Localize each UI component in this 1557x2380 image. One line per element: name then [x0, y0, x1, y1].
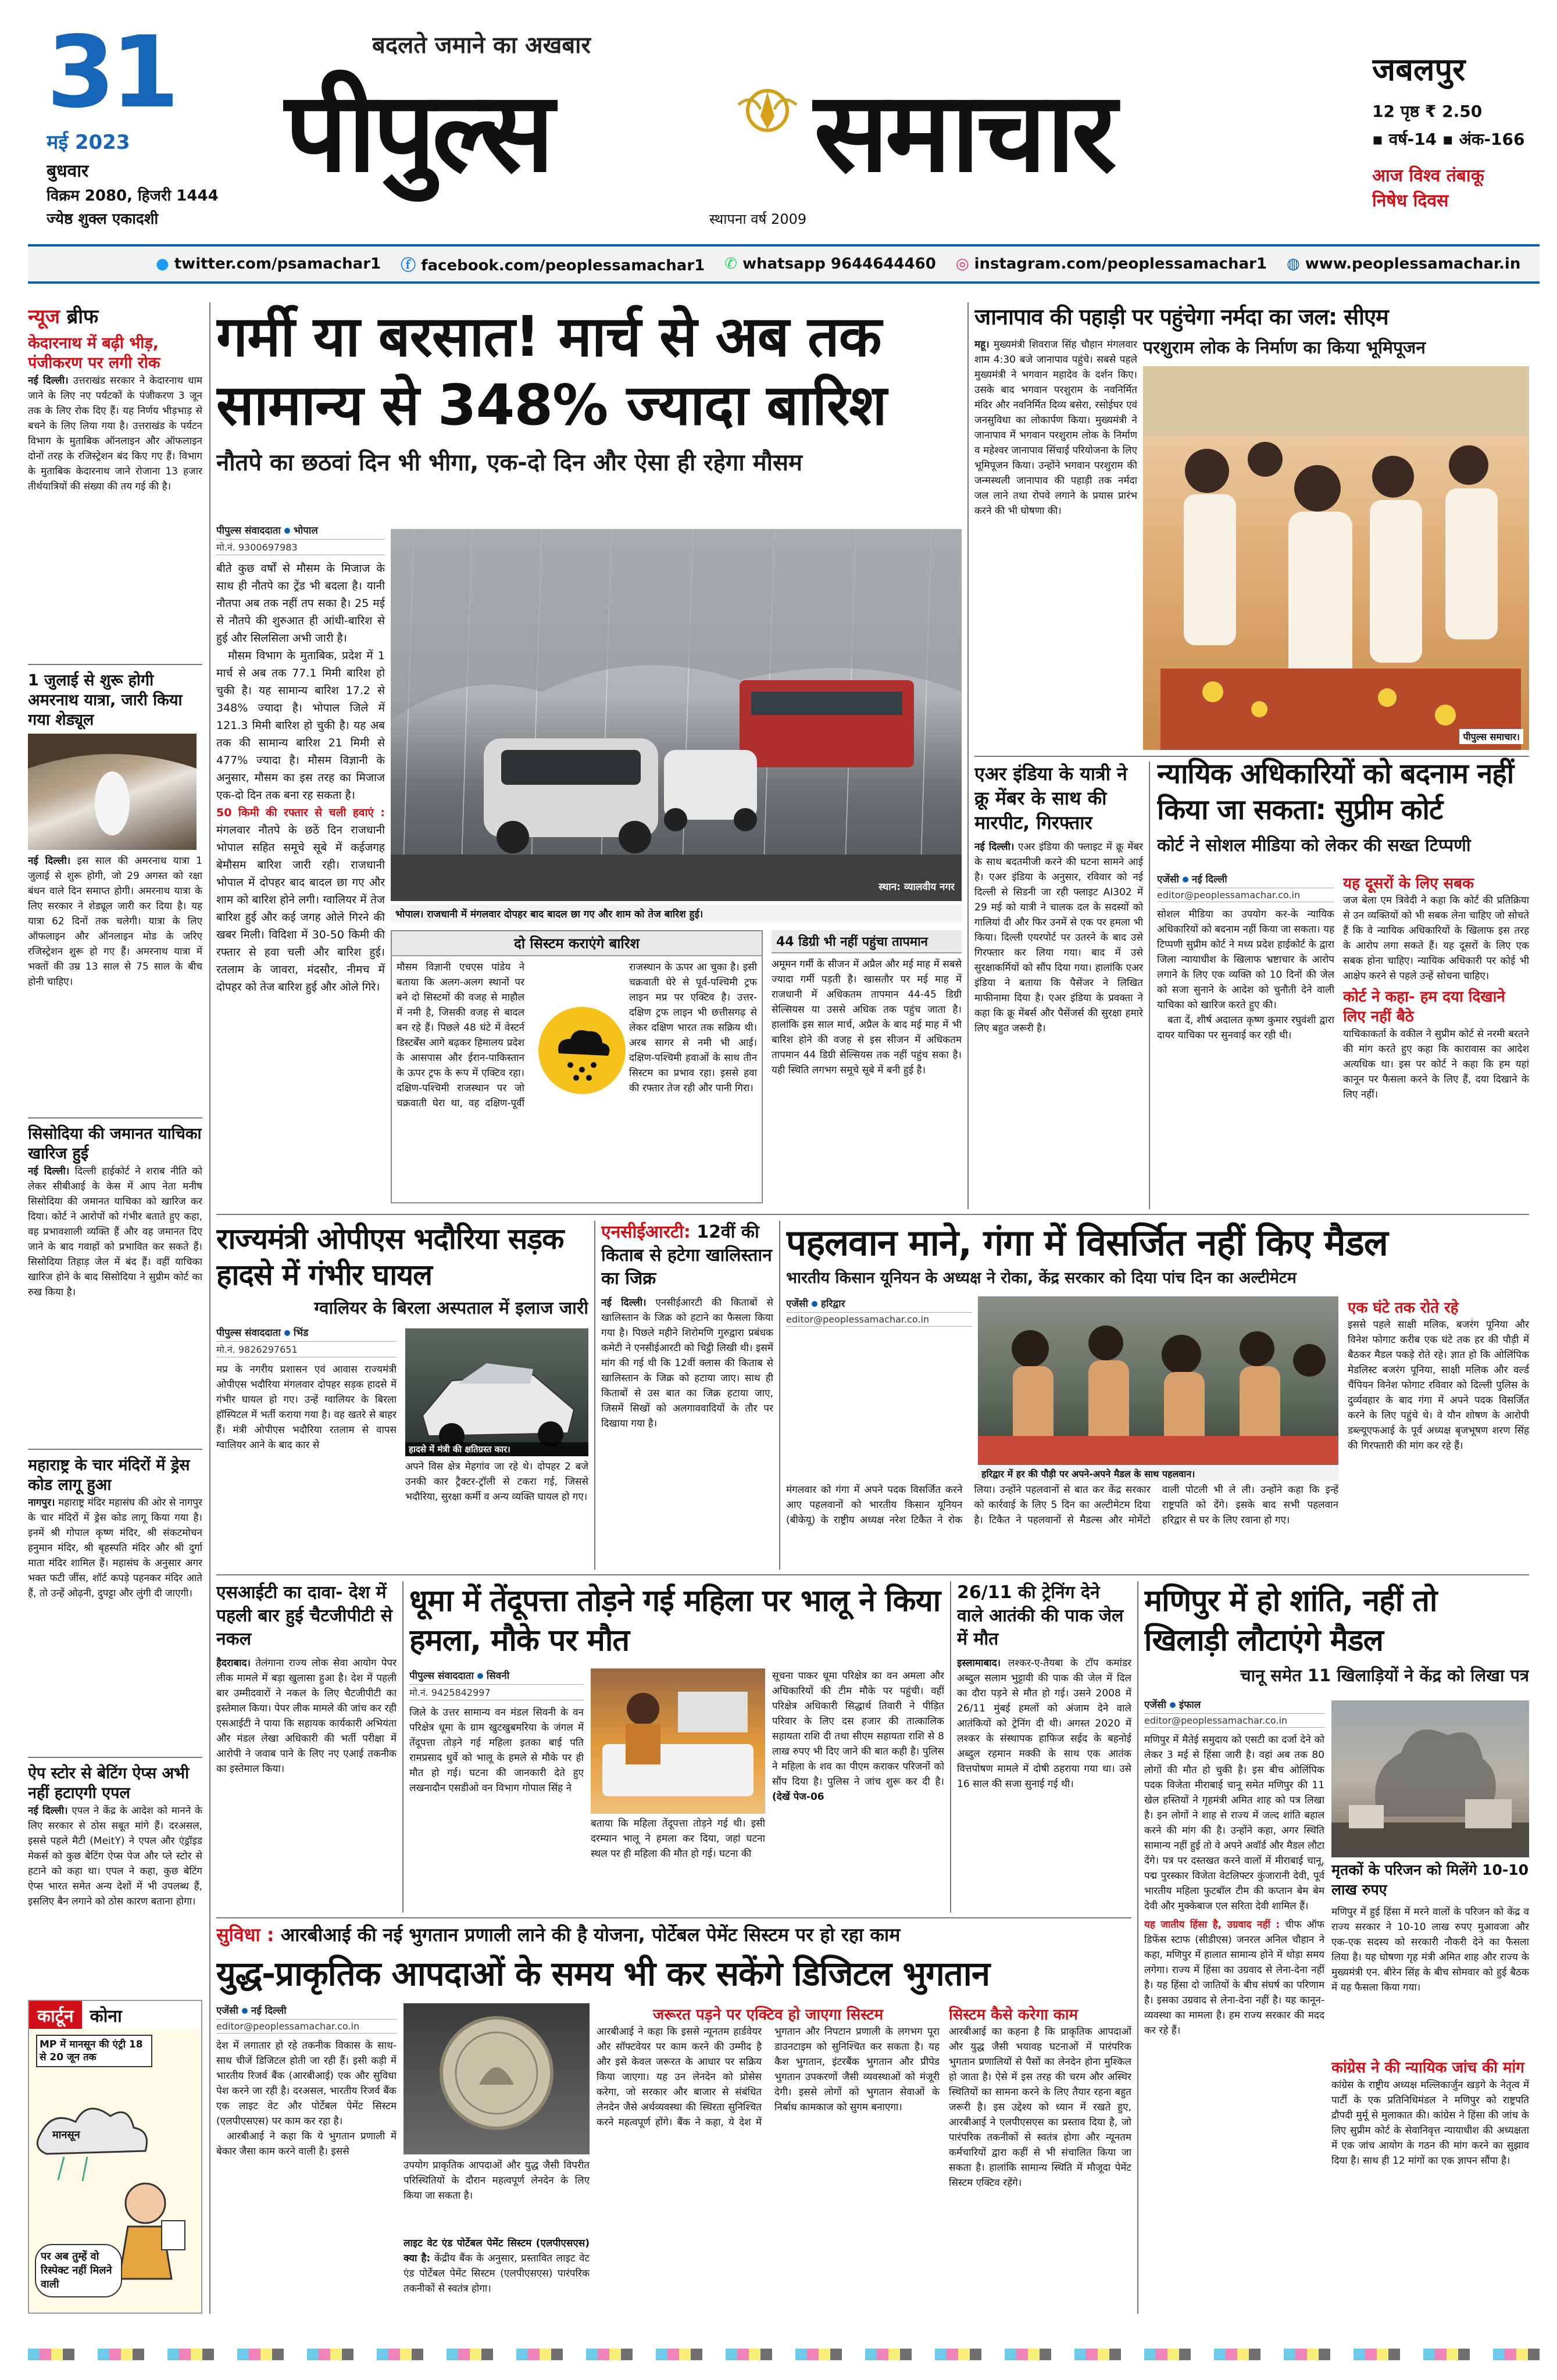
cartoon-image [29, 2029, 201, 2313]
payment-sub-3: सिस्टम कैसे करेगा काम [949, 2006, 1078, 2024]
brief-body [28, 373, 202, 494]
court-byline-name: एजेंसी [1157, 874, 1179, 885]
brief-title: ऐप स्टोर से बेटिंग ऐप्स अभी नहीं हटाएगी एपल [28, 1764, 190, 1802]
airindia-body [974, 839, 1143, 1036]
minister-body-2: अपने विस क्षेत्र मेहगांव जा रहे थे। दोपहर 2 बजे उनकी कार ट्रैक्टर-ट्रॉली से टकरा गई, जिससे भदौरिया, सुरक्षा कर्मी व अन्य व्यक्ति घायल हो गए। [405, 1461, 588, 1503]
cm-story [974, 302, 1529, 756]
wrestlers-subhead: भारतीय किसान यूनियन के अध्यक्ष ने रोका, केंद्र सरकार को दिया पांच दिन का अल्टीमेटम [786, 1269, 1297, 1287]
newspaper-title [273, 52, 1366, 203]
court-col-1 [1157, 872, 1334, 1209]
wrestlers-col-1 [786, 1296, 972, 1349]
lead-box-1 [391, 930, 763, 1203]
pages-price: 12 पृष्ठ ₹ 2.50 [1372, 102, 1483, 121]
payment-sub-3-body: आरबीआई का कहना है कि प्राकृतिक आपदाओं और युद्ध जैसी भयावह घटनाओं में पारंपरिक भुगतान प्रणालियों से पैसों का लेनदेन होना मुश्किल हो जाता है। ऐसे में इस तरह की चरम और अस्थिर स्थितियों का सामना करने के लिए तैयार रहना बहुत जरूरी है। इस उद्देश्य को ध्यान में रखते हुए, आरबीआई ने एलपीएसएस का प्रस्ताव दिया है, जो पारंपरिक तकनीकों से स्वतंत्र होगा और न्यूनतम कर्मचारियों द्वारा कहीं से भी संचालित किया जा सकता है। हालांकि सामान्य स्थिति में मौजूदा पेमेंट सिस्टम एक्टिव रहेंगे। [949, 2026, 1131, 2189]
payment-col-1 [216, 2003, 397, 2317]
lead-box-1-body: मौसम विज्ञानी एचएस पांडेय ने बताया कि अलग-अलग स्थानों पर बने दो सिस्टमों की वजह से माहौल में नमी है, जिसकी वजह से बादल बन रहे हैं। पिछले 48 घंटे में वेस्टर्न डिस्टर्बेंस आगे बढ़कर हिमालय प्रदेश के आसपास और ईरान-पाकिस्तान के ऊपर ट्रफ के रूप में एक्टिव रहा। दक्षिण-पश्चिमी राजस्थान पर जो चक्रवाती घेरा था, वह दक्षिण-पूर्वी राजस्थान के ऊपर आ चुका है। इसी चक्रवाती घेरे से पूर्व-पश्चिमी ट्रफ लाइन मप्र पर एक्टिव है। उत्तर-दक्षिण ट्रफ लाइन भी छत्तीसगढ़ से लेकर दक्षिण भारत तक सक्रिय थी। अरब सागर से नमी भी आई। दक्षिण-पश्चिमी हवाओं के साथ तीन सिस्टम का प्रभाव रहा। इससे हवा की रफ्तार तेज रही और पानी गिरा। [397, 962, 757, 1109]
sit-story [216, 1581, 397, 1913]
court-col-2 [1343, 872, 1529, 1209]
manipur-subhead: चानू समेत 11 खिलाड़ियों ने केंद्र को लिखा पत्र [1240, 1666, 1529, 1685]
lead-body-1: बीते कुछ वर्षों से मौसम के मिजाज के साथ ही नौतपे का ट्रेंड भी बदला है। यानी नौतपा अब तक नहीं तप सका है। 25 मई से नौतपे की शुरुआत ही आंधी-बारिश से हुई और सिलसिला अभी जारी है। [216, 562, 385, 645]
cartoon-sign: MP में मानसून की एंट्री 18 से 20 जून तक [36, 2035, 152, 2067]
brief-title: केदारनाथ में बढ़ी भीड़, पंजीकरण पर लगी रोक [28, 334, 160, 372]
brief-body [28, 1803, 202, 1909]
wrestlers-byline-place: हरिद्वार [820, 1298, 845, 1310]
cartoon-label [29, 2001, 201, 2029]
date-block [47, 23, 244, 238]
payment-box [597, 2003, 940, 2317]
minister-headline: राज्यमंत्री ओपीएस भदौरिया सड़क हादसे में गंभीर घायल [216, 1222, 564, 1292]
wrestlers-byline-name: एजेंसी [786, 1298, 808, 1310]
lead-body-3-text: मंगलवार नौतपे के छठें दिन राजधानी भोपाल सहित समूचे सूबे में कईजगह बेमौसम बारिश जारी रही। राजधानी भोपाल में दोपहर बाद बादल छा गए और शाम को बारिश होने लगी। ग्वालियर में तेज बारिश हुई और कई जगह ओले गिरने की खबर मिली। विदिशा में 30-50 किमी की रफ्तार से हवा चली और बारिश हुई। रतलाम के जावरा, मंदसौर, नीमच में दोपहर को तेज बारिश हुई और ओले गिरे। [216, 824, 385, 994]
sit-body-text: तेलंगाना राज्य लोक सेवा आयोग पेपर लीक मामले में बड़ा खुलासा हुआ है। देश में पहली बार उम्मीदवारों ने नकल के लिए चैटजीपीटी का इस्तेमाल किया। पेपर लीक मामले की जांच कर रही एसआईटी ने पाया कि सहायक कार्यकारी अभियंता और मंडल लेखा अधिकारी की भर्ती परीक्षा में आरोपी ने जवाब पाने के लिए नए एआई तकनीक का इस्तेमाल किया। [216, 1657, 397, 1775]
wrestlers-story [786, 1221, 1529, 1570]
terror-dateline: इस्लामाबाद। [957, 1657, 1001, 1669]
payment-headline: युद्ध-प्राकृतिक आपदाओं के समय भी कर सकेंगे डिजिटल भुगतान [216, 1954, 990, 1993]
manipur-sub-1-para [1144, 1917, 1324, 2038]
column-rule [779, 1221, 780, 1570]
ncert-dateline: नई दिल्ली। [601, 1297, 647, 1309]
lead-byline-place: भोपाल [293, 525, 318, 537]
cm-text-col [974, 337, 1137, 750]
date-tithi: ज्येष्ठ शुक्ल एकादशी [47, 210, 159, 228]
whatsapp-link[interactable] [724, 255, 936, 273]
edition-block [1372, 47, 1547, 238]
column-rule [967, 302, 969, 1209]
airindia-story [974, 762, 1143, 1209]
court-byline-place: नई दिल्ली [1191, 874, 1227, 885]
lead-box-2-body: अमूमन गर्मी के सीजन में अप्रैल और मई माह में सबसे ज्यादा गर्मी पड़ती है। खासतौर पर मई माह में राजधानी में अधिकतम तापमान 44-45 डिग्री सेल्सियस या उससे अधिक तक पहुंच जाता है। हालांकि इस साल मार्च, अप्रैल के बाद मई माह में भी बारिश होने की वजह से इस सीजन में अधिकतम तापमान 44 डिग्री सेल्सियस तक नहीं पहुंच सका है। यही स्थिति लगभग समूचे सूबे में बनी हुई है। [772, 959, 962, 1076]
manipur-byline-name: एजेंसी [1144, 1699, 1166, 1711]
whatsapp-icon: ✆ [724, 255, 738, 273]
volume-issue: ▪ वर्ष-14 ▪ अंक-166 [1372, 130, 1525, 149]
bullet-icon [242, 2008, 248, 2014]
payment-byline-place: नई दिल्ली [251, 2005, 287, 2017]
lead-subhead: नौतपे का छठवां दिन भी भीगा, एक-दो दिन और ऐसा ही रहेगा मौसम [216, 449, 802, 476]
court-sub-1: यह दूसरों के लिए सबक [1343, 875, 1474, 892]
court-sub-2-body: याचिकाकर्ता के वकील ने सुप्रीम कोर्ट से नरमी बरतने की मांग करते हुए कहा कि कारावास का आदेश अत्यधिक था। इस पर कोर्ट ने कहा कि हम यहां कानून पर फैसला करने के लिए हैं, दया दिखाने के लिए नहीं। [1343, 1028, 1529, 1100]
founded-year: स्थापना वर्ष 2009 [709, 211, 807, 227]
brief-text: महाराष्ट्र मंदिर महासंघ की ओर से नागपुर के चार मंदिरों में ड्रेस कोड लागू किया गया है। इनमें श्री गोपाल कृष्ण मंदिर, श्री संकटमोचन हनुमान मंदिर, श्री बृहस्पति मंदिर और श्री दुर्गा माता मंदिर शामिल हैं। महासंघ के अनुसार अगर भक्त फटी जींस, शॉर्ट कपड़े पहनकर मंदिर आते हैं, तो उन्हें ओढ़नी, दुपट्टा और लुंगी दी जाएगी। [28, 1497, 202, 1599]
payment-body-1: देश में लगातार हो रहे तकनीक विकास के साथ-साथ चीजें डिजिटल होती जा रही हैं। इसी कड़ी में भारतीय रिजर्व बैंक (आरबीआई) एक और सुविधा पेश करने जा रही है। दरअसल, भारतीय रिजर्व बैंक एक लाइट वेट और पोर्टेबल पेमेंट सिस्टम (एलपीएसएस) पर काम कर रहा है। [216, 2040, 397, 2127]
sit-headline: एसआईटी का दावा- देश में पहली बार हुई चैटजीपीटी से नकल [216, 1582, 392, 1649]
wrestlers-headline: पहलवान माने, गंगा में विसर्जित नहीं किए मैडल [786, 1221, 1388, 1264]
lead-byline-name: पीपुल्स संवाददाता [216, 525, 281, 537]
brief-body [28, 1164, 202, 1300]
bullet-icon [1183, 877, 1188, 882]
lead-story [216, 302, 962, 1209]
manipur-byline-place: इंफाल [1179, 1699, 1201, 1711]
masthead [0, 0, 1557, 262]
date-month-year: मई 2023 [47, 131, 130, 154]
payment-story [216, 1922, 1131, 2317]
brief-item [28, 334, 202, 665]
manipur-byline [1144, 1698, 1324, 1711]
manipur-sub-2-body: कांग्रेस के राष्ट्रीय अध्यक्ष मल्लिकार्जुन खड़गे के नेतृत्व में पार्टी के एक प्रतिनिधिमंडल ने मणिपुर को राष्ट्रपति द्रौपदी मुर्मू से मुलाकात की। कांग्रेस ने हिंसा की जांच के लिए सुप्रीम कोर्ट के सेवानिवृत्त न्यायाधीश की अध्यक्षता में एक जांच आयोग के गठन की मांग करने का सुझाव दिया है। साथ ही 12 मांगों का एक ज्ञापन सौंपा है। [1331, 2079, 1529, 2167]
bear-photo-body: बताया कि महिला तेंदूपत्ता तोड़ने गई थी। इसी दरम्यान भालू ने हमला कर दिया, जहां घटना स्थल पर ही महिला की मौत हो गई। घटना की [591, 1818, 765, 1860]
lead-box-2 [772, 930, 962, 1203]
wrestlers-sidebar [1348, 1296, 1529, 1570]
court-subhead: कोर्ट ने सोशल मीडिया को लेकर की सख्त टिप्पणी [1157, 835, 1471, 856]
rain-cloud-icon [538, 1007, 626, 1094]
brief-text: उत्तराखंड सरकार ने केदारनाथ धाम जाने के लिए नए पर्यटकों के पंजीकरण 3 जून तक के लिए रोक दिए हैं। यह निर्णय भीड़भाड़ से बचने के लिए लिया गया है। उत्तराखंड के पर्यटन विभाग के मुताबिक ऑनलाइन और ऑफलाइन दोनों तरह के रजिस्ट्रेशन बंद किए गए हैं। विभाग के मुताबिक केदारनाथ जाने रोजाना 13 हजार तीर्थयात्रियों की संख्या की तय गई की है। [28, 375, 202, 492]
bear-byline [409, 1668, 584, 1682]
website-link[interactable] [1287, 255, 1520, 273]
brief-title: 1 जुलाई से शुरू होगी अमरनाथ यात्रा, जारी किया गया शेड्यूल [28, 671, 183, 729]
manipur-photo-caption: मृतकों के परिजन को मिलेंगे 10-10 लाख रुपए [1331, 1861, 1529, 1898]
cm-headline: जानापाव की पहाड़ी पर पहुंचेगा नर्मदा का जल: सीएम [974, 304, 1388, 330]
bear-mobile: मो.नं. 9425842997 [409, 1684, 584, 1700]
ncert-body [601, 1295, 773, 1431]
instagram-text: instagram.com/peoplessamachar1 [974, 255, 1267, 273]
twitter-link[interactable] [156, 255, 381, 273]
court-body-2: बता दें, शीर्ष अदालत कृष्ण कुमार रघुवंशी द्वारा दायर याचिका पर सुनवाई कर रही थी। [1157, 1014, 1334, 1041]
terror-body-text: लश्कर-ए-तैयबा के टॉप कमांडर अब्दुल सलाम भुट्टावी की पाक की जेल में दिल का दौरा पड़ने से मौत हो गई। उसने 2008 में 26/11 मुंबई हमलों को अंजाम देने वाले आतंकियों को ट्रेनिंग दी थी। अगस्त 2020 में लश्कर के संस्थापक हाफिज सईद के बहनोई अब्दुल रहमान मक्की के साथ एक आतंक वित्तपोषण मामले में दोषी ठहराया गया था। उसे 16 साल की सजा सुनाई गई थी। [957, 1657, 1131, 1790]
social-bar [28, 244, 1540, 284]
minister-photo-caption: हादसे में मंत्री की क्षतिग्रस्त कार। [405, 1442, 588, 1456]
column-rule [209, 302, 210, 2314]
court-sub-2: कोर्ट ने कहा- हम दया दिखाने लिए नहीं बैठे [1343, 988, 1505, 1025]
minister-story [216, 1221, 588, 1558]
brief-text: दिल्ली हाईकोर्ट ने शराब नीति को लेकर सीबीआई के केस में आप नेता मनीष सिसोदिया की जमानत याचिका को खारिज कर दिया। कोर्ट ने आरोपों को गंभीर बताते हुए कहा, वह प्रभावशाली व्यक्ति हैं और वह जमानत दिए जाने के बाद गवाहों को प्रभावित कर सकते हैं। सिसोदिया तिहाड़ जेल में बंद हैं। वहीं याचिका खारिज होने के बाद सिसोदिया ने सुप्रीम कोर्ट का रुख किया है। [28, 1166, 202, 1298]
manipur-sub-2: कांग्रेस ने की न्यायिक जांच की मांग [1331, 2059, 1524, 2077]
sit-dateline: हैदराबाद। [216, 1657, 251, 1669]
court-sub-1-body: जज बेला एम त्रिवेदी ने कहा कि कोर्ट की प्रतिक्रिया से उन व्यक्तियों को भी सबक लेना चाहिए जो सोचते हैं कि वे न्यायिक अधिकारियों के खिलाफ इस तरह के आरोप लगा सकते हैं। यह दूसरों के लिए एक सबक होना चाहिए। न्यायिक अधिकारी पर कोई भी आक्षेप करने से पहले उन्हें सोचना चाहिए। [1343, 895, 1529, 982]
airindia-headline: एअर इंडिया के यात्री ने क्रू मेंबर के साथ की मारपीट, गिरफ्तार [974, 763, 1127, 834]
lead-box-1-title: दो सिस्टम कराएंगे बारिश [392, 931, 762, 956]
bear-body-1: जिले के उत्तर सामान्य वन मंडल सिवनी के वन परिक्षेत्र धूमा के ग्राम खुटखुबमरिया के जंगल में तेंदूपत्ता तोड़ने गई महिला इतका बाई पति रामप्रसाद धुर्वे को भालू के हमले से मौके पर ही मौत हो गई। घटना की जानकारी देते हुए लखनादौन एसडीओ वन विभाग गोपाल सिंह ने [409, 1707, 584, 1794]
brief-title: महाराष्ट्र के चार मंदिरों में ड्रेस कोड लागू हुआ [28, 1456, 190, 1494]
lead-body-2: मौसम विभाग के मुताबिक, प्रदेश में 1 मार्च से अब तक 77.1 मिमी बारिश हो चुकी है। यह सामान्य बारिश 17.2 से 348% ज्यादा है। भोपाल जिले में 121.3 मिमी बारिश हो चुकी है। यह अब तक की सामान्य बारिश 21 मिमी से 477% ज्यादा है। मौसम विज्ञानी के अनुसार, मौसम का इस तरह का मिजाज एक-दो दिन तक बना रह सकता है। [216, 649, 385, 802]
column-rule [950, 1581, 951, 1913]
manipur-headline: मणिपुर में हो शांति, नहीं तो खिलाड़ी लौटाएंगे मैडल [1144, 1584, 1437, 1658]
manipur-sub-1: यह जातीय हिंसा है, उग्रवाद नहीं : [1144, 1919, 1280, 1931]
terror-body [957, 1656, 1131, 1792]
section-rule [216, 1574, 1529, 1575]
column-rule [1149, 762, 1150, 1209]
section-rule [216, 1917, 1131, 1918]
manipur-photo-body: मणिपुर में हुई हिंसा में मरने वालों के परिजन को केंद्र व राज्य सरकार ने 10-10 लाख रुपए मुआवजा और एक-एक सदस्य को सरकारी नौकरी देने का फैसला लिया है। यह घोषणा गृह मंत्री अमित शाह और राज्य के मुख्यमंत्री एन. बीरेन सिंह के बीच सोमवार को हुई बैठक में यह फैसला किया गया। [1331, 1906, 1529, 1993]
brief-title: सिसोदिया की जमानत याचिका खारिज हुई [28, 1125, 202, 1163]
section-rule [216, 1214, 1529, 1215]
print-registration-strip [28, 2349, 1540, 2360]
tagline: बदलते जमाने का अखबार [372, 32, 591, 59]
bullet-icon [284, 528, 290, 534]
date-weekday: बुधवार [47, 161, 89, 181]
bullet-icon [812, 1301, 817, 1307]
wrestlers-sub-body: इससे पहले साक्षी मलिक, बजरंग पूनिया और विनेश फोगाट करीब एक घंटे तक हर की पौड़ी में बैठकर मैडल पकड़े रोते रहे। ज्ञात हो कि ओलिंपिक मेडलिस्ट बजरंग पूनिया, साक्षी मलिक और वर्ल्ड चैंपियन विनेश फोगाट रविवार को दिल्ली पुलिस के दुर्व्यवहार के बाद गंगा में अपने पदक विसर्जित करने के लिए पहुंचे थे। वे यौन शोषण के आरोपी डब्ल्यूएफआई के पूर्व अध्यक्ष बृजभूषण शरण सिंह की गिरफ्तारी की मांग कर रहे हैं। [1348, 1319, 1529, 1452]
manipur-email: editor@peoplessamachar.co.in [1144, 1713, 1324, 1728]
payment-tagline [216, 1922, 1131, 1947]
facebook-icon: ⓕ [401, 256, 416, 274]
amarnath-photo [28, 734, 197, 850]
court-email: editor@peoplessamachar.co.in [1157, 888, 1334, 902]
news-brief-column [28, 302, 202, 2238]
brief-text: एपल ने केंद्र के आदेश को मानने के लिए सरकार से ठोस सबूत मांगे हैं। दरअसल, इससे पहले मैटी (MeitY) ने एपल और एंड्रॉइड मेकर्स को कुछ बेटिंग ऐप्स पेज और प्ले स्टोर से हटाने को कहा था। एपल ने कहा, कुछ बेटिंग ऐप्स भारत समेत अन्य देशों में भी उपलब्ध हैं, इसलिए बैन लगाने को ठोस कारण बताना होगा। [28, 1805, 202, 1907]
minister-byline [216, 1325, 397, 1339]
cm-photo-credit: पीपुल्स समाचार। [1459, 729, 1523, 744]
twitter-icon: ● [156, 255, 169, 273]
bear-byline-place: सिवनी [486, 1670, 510, 1682]
ncert-headline [601, 1221, 773, 1291]
brief-item [28, 1124, 202, 1450]
minister-photo [405, 1328, 588, 1456]
manipur-sub-2-block [1331, 2058, 1529, 2314]
brief-item [28, 1456, 202, 1758]
payment-sub-1-para [403, 2236, 590, 2296]
cartoon-corner [28, 2000, 202, 2314]
wrestlers-photo-caption: हरिद्वार में हर की पौड़ी पर अपने-अपने मैडल के साथ पहलवान। [978, 1466, 1338, 1481]
brief-dateline: नई दिल्ली। [28, 1805, 68, 1817]
lead-photo-caption: भोपाल। राजधानी में मंगलवार दोपहर बाद बादल छा गए और शाम को तेज बारिश हुई। [391, 905, 962, 923]
cm-dateline: महू। [974, 339, 990, 351]
minister-byline-place: भिंड [293, 1327, 309, 1339]
cm-body [974, 337, 1137, 519]
bullet-icon [284, 1330, 290, 1336]
edition-city: जबलपुर [1372, 51, 1466, 88]
lead-headline-2: सामान्य से 348% ज्यादा बारिश [216, 373, 887, 438]
wrestlers-email: editor@peoplessamachar.co.in [786, 1312, 972, 1327]
bear-byline-name: पीपुल्स संवाददाता [409, 1670, 474, 1682]
lead-red-lead: 50 किमी की रफ्तार से चली हवाएं : [216, 806, 385, 819]
ncert-body-text: एनसीईआरटी की किताबों से खालिस्तान के जिक्र को हटाने का फैसला किया गया है। पिछले महीने शिरोमणि गुरुद्वारा प्रबंधक कमेटी ने एनसीईआरटी को चिट्ठी लिखी थी। इसमें मांग की गई थी कि 12वीं क्लास की किताब से खालिस्तान के जिक्र को हटाया जाए। साथ ही किताबों से उस बात का जिक्र हटाया जाए, जिसमें सिखों को अलगाववादियों के तौर पर दिखाया गया है। [601, 1297, 773, 1430]
manipur-body-1: मणिपुर में मैतेई समुदाय को एसटी का दर्जा देने को लेकर 3 मई से हिंसा जारी है। वहां अब तक 80 लोगों की मौत हो चुकी है। इस बीच ओलिंपिक पदक विजेता मीराबाई चानू समेत मणिपुर की 11 खेल हस्तियों ने गृहमंत्री अमित शाह को पत्र लिखा है। इन लोगों ने शाह से राज्य में जल्द शांति बहाल करने की मांग की है। उन्होंने कहा, अगर स्थिति सामान्य नहीं हुई तो वे अपने अवॉर्ड और मैडल लौटा देंगे। पत्र पर दस्तखत करने वालों में मीराबाई चानू, पद्म पुरस्कार विजेता वेटलिफ्टर कुंजारानी देवी, पूर्व भारतीय महिला फुटबॉल टीम की कप्तान बेम बेम देवी और मुक्केबाज एल सरिता देवी शामिल हैं। [1144, 1734, 1324, 1912]
wrestlers-photo [978, 1296, 1338, 1465]
ncert-tag: एनसीईआरटी: [601, 1222, 691, 1242]
payment-sub-1-body: केंद्रीय बैंक के अनुसार, प्रस्तावित लाइट वेट एंड पोर्टेबल पेमेंट सिस्टम (एलपीएसएस) पारंपरिक तकनीकों से स्वतंत्र होगा। [403, 2253, 590, 2295]
title-right: समाचार [814, 68, 1113, 196]
special-day-1: आज विश्व तंबाकू [1372, 166, 1484, 186]
brief-dateline: नई दिल्ली। [28, 375, 69, 387]
facebook-link[interactable] [401, 253, 705, 275]
manipur-col-1 [1144, 1698, 1324, 2314]
payment-body-2: आरबीआई ने कहा कि ये भुगतान प्रणाली में बेकार जैसा काम करने वाली है। इससे [216, 2131, 397, 2157]
minister-subhead: ग्वालियर के बिरला अस्पताल में इलाज जारी [314, 1298, 588, 1318]
cm-photo [1143, 366, 1529, 750]
globe-icon: ◍ [1287, 255, 1300, 273]
instagram-icon: ◎ [955, 255, 969, 273]
column-rule [1137, 1581, 1138, 2314]
ncert-headline-text: 12वीं की किताब से हटेगा खालिस्तान का जिक्र [601, 1222, 772, 1289]
brief-item [28, 671, 202, 1118]
brief-body [28, 1495, 202, 1601]
date-day: 31 [47, 23, 175, 130]
brief-text: इस साल की अमरनाथ यात्रा 1 जुलाई से शुरू होगी, जो 29 अगस्त को रक्षा बंधन वाले दिन समाप्त होगी। अमरनाथ यात्रा के लिए सरकार ने शेड्यूल जारी कर दिया है। यह यात्रा 62 दिनों तक चलेगी। यात्रा के लिए ऑफलाइन और ऑनलाइन मोड के जरिए रजिस्ट्रेशन शुरू हो गए हैं। अमरनाथ यात्रा में भक्तों की उम्र 13 साल से 75 साल के बीच होनी चाहिए। [28, 855, 202, 988]
twitter-text: twitter.com/psamachar1 [174, 255, 381, 273]
bullet-icon [477, 1673, 483, 1679]
brief-body [28, 853, 202, 989]
payment-photo [403, 2003, 590, 2154]
brief-dateline: नई दिल्ली। [28, 855, 71, 867]
manipur-story [1144, 1581, 1529, 2314]
cartoon-label-b: कोना [90, 2006, 122, 2027]
date-samvat: विक्रम 2080, हिजरी 1444 [47, 187, 219, 205]
bear-col-1 [409, 1668, 584, 1913]
payment-byline [216, 2003, 397, 2017]
airindia-body-text: एअर इंडिया की फ्लाइट में क्रू मेंबर के साथ बदतमीजी करने की घटना सामने आई है। एअर इंडिया के अनुसार, रविवार को नई दिल्ली से सिडनी जा रही फ्लाइट AI302 में 29 मई को यात्री ने चालक दल के सदस्यों को गालियां दी और फिर उनमें से एक पर हमला भी किया। दिल्ली एयरपोर्ट पर उतरने के बाद उसे गिरफ्तार कर लिया गया। बाद में उसे सुरक्षाकर्मियों को सौंप दिया गया। हालांकि एअर इंडिया ने बताया कि पैसेंजर ने लिखित माफीनामा दिया है। एअर इंडिया के प्रवक्ता ने कहा कि क्रू मेंबर्स और पैसेंजर्स की सुरक्षा हमारे लिए बहुत जरूरी है। [974, 841, 1143, 1034]
pen-logo [733, 76, 802, 145]
whatsapp-text: whatsapp 9644644460 [742, 255, 936, 273]
airindia-dateline: नई दिल्ली। [974, 841, 1015, 853]
terror-story [957, 1581, 1131, 1913]
lead-mobile: मो.नं. 9300697983 [216, 539, 385, 555]
payment-sub-1: लाइट वेट एंड पोर्टेबल पेमेंट सिस्टम (एलपीएसएस) क्या है: [403, 2238, 590, 2264]
column-rule [594, 1221, 595, 1570]
court-headline: न्यायिक अधिकारियों को बदनाम नहीं किया जा सकता: सुप्रीम कोर्ट [1157, 757, 1514, 826]
lead-text-col [216, 523, 385, 1209]
brief-dateline: नई दिल्ली। [28, 1166, 70, 1177]
court-body-1: सोशल मीडिया का उपयोग कर-के न्यायिक अधिकारियों को बदनाम नहीं किया जा सकता। यह टिप्पणी सुप्रीम कोर्ट ने मध्य प्रदेश हाईकोर्ट के द्वारा जिला न्यायाधीश के खिलाफ भ्रष्टाचार के आरोप लगाने के लिए एक व्यक्ति को 10 दिनों की जेल को सजा सुनाने के आदेश को चुनौती देने वाली याचिका को खारिज करते हुए की। [1157, 909, 1334, 1011]
brief-dateline: नागपुर। [28, 1497, 55, 1509]
facebook-text: facebook.com/peoplessamachar1 [421, 256, 705, 274]
cm-body-text: मुख्यमंत्री शिवराज सिंह चौहान मंगलवार शाम 4:30 बजे जानापाव पहुंचे। सबसे पहले मुख्यमंत्री ने भगवान महादेव के दर्शन किए। उसके बाद भगवान परशुराम के नवनिर्मित मंदिर और नवनिर्मित दिव्य बसेरा, रसोईघर एवं जनसुविधा का लोकार्पण किया। मुख्यमंत्री ने जानापाव में भगवान परशुराम लोक के निर्माण व महेश्वर जानापाव सिंचाई परियोजना के लिए भूमिपूजन किया। उन्होंने भगवान परशुराम की जन्मस्थली जानापाव की पहाड़ी तक नर्मदा जल लाने तथा रोपवे लगाने के प्रयास प्रारंभ करने की भी घोषणा की। [974, 339, 1137, 517]
cm-subhead: परशुराम लोक के निर्माण का किया भूमिपूजन [1143, 338, 1426, 358]
ncert-story [601, 1221, 773, 1558]
minister-col-1 [216, 1325, 397, 1558]
terror-headline: 26/11 की ट्रेनिंग देने वाले आतंकी की पाक जेल में मौत [957, 1582, 1124, 1649]
special-day-2: निषेध दिवस [1372, 191, 1449, 211]
instagram-link[interactable] [956, 255, 1267, 273]
website-text: www.peoplessamachar.in [1305, 255, 1521, 273]
bullet-icon [1170, 1702, 1176, 1708]
manipur-sub-1-body: चीफ ऑफ डिफेंस स्टाफ (सीडीएस) जनरल अनिल चौहान ने कहा, मणिपुर में हालात सामान्य होने में थोड़ा समय लगेगा। राज्य में हिंसा का उग्रवाद से लेना-देना नहीं है। यह हिंसा दो जातियों के बीच संघर्ष का परिणाम है। इसका उग्रवाद से लेना-देना नहीं है। यह कानून-व्यवस्था का मामला है। हम राज्य सरकार की मदद कर रहे हैं। [1144, 1919, 1324, 2036]
lead-box-2-title: 44 डिग्री भी नहीं पहुंचा तापमान [772, 930, 962, 953]
minister-body-1: मप्र के नगरीय प्रशासन एवं आवास राज्यमंत्री ओपीएस भदौरिया मंगलवार दोपहर सड़क हादसे में गंभीर घायल हो गए। उन्हें ग्वालियर के बिरला हॉस्पिटल में भर्ती कराया गया है। वह खतरे से बाहर हैं। मंत्री ओपीएस भदौरिया रतलाम से वापस ग्वालियर आने के बाद कार से [216, 1364, 397, 1451]
news-brief-label [28, 302, 202, 329]
cartoon-speech: पर अब तुम्हें वो रिस्पेक्ट नहीं मिलने वाली [35, 2244, 122, 2297]
lead-photo-location: स्थान: व्यालवीय नगर [879, 881, 955, 893]
bear-headline: धूमा में तेंदूपत्ता तोड़ने गई महिला पर भालू ने किया हमला, मौके पर मौत [409, 1584, 941, 1658]
minister-mobile: मो.नं. 9826297651 [216, 1341, 397, 1357]
payment-col-4 [949, 2003, 1131, 2317]
title-left: पीपुल्स [285, 68, 551, 196]
bear-story [409, 1581, 944, 1913]
payment-sub-2: जरूरत पड़ने पर एक्टिव हो जाएगा सिस्टम [652, 2006, 883, 2024]
payment-tag: सुविधा : [216, 1924, 274, 1946]
column-rule [402, 1581, 403, 1913]
bear-photo [591, 1668, 765, 1814]
court-byline [1157, 872, 1334, 885]
minister-byline-name: पीपुल्स संवाददाता [216, 1327, 281, 1339]
lead-headline-1: गर्मी या बरसात! मार्च से अब तक [216, 304, 881, 369]
lead-body-3 [216, 804, 385, 996]
payment-sub-2-body: आरबीआई ने कहा कि इससे न्यूनतम हार्डवेयर और सॉफ्टवेयर पर काम करने की उम्मीद है और इसे केवल जरूरत के आधार पर सक्रिय किया जाएगा। यह उन लेनदेन को प्रोसेस करेगा, जो सरकार और बाजार से संबंधित लेनदेन जैसे अर्थव्यवस्था की स्थिरता सुनिश्चित करने महत्वपूर्ण होंगे। बैंक ने कहा, ये देश में भुगतान और निपटान प्रणाली के लगभग पूरा डाउनटाइम को सुनिश्चित कर सकता है। यह कैश भुगतान, इंटरबैंक भुगतान और प्रीपेड भुगतान उपकरणों जैसी व्यवस्थाओं को मंजूरी देगी। इससे लोगों को भुगतान सेवाओं के निर्बाध कामकाज को सुगम बनाएगा। [597, 2026, 940, 2128]
bear-col-3 [772, 1668, 944, 1913]
bear-body-2 [772, 1668, 944, 1804]
payment-email: editor@peoplessamachar.co.in [216, 2019, 397, 2034]
bear-body-2-text: सूचना पाकर धूमा परिक्षेत्र का वन अमला और अधिकारियों की टीम मौके पर पहुंची। वहीं परिक्षेत्र अधिकारी सिद्धार्थ तिवारी ने पीड़ित परिवार के लिए दस हजार की तात्कालिक सहायता राशि दी तथा सीएम सहायता राशि से 8 लाख रुपए भी दिए जाने की बात कही है। पुलिस ने महिला के शव का पीएम कराकर परिजनों को सौंप दिया है। पुलिस ने जांच शुरू कर दी है। [772, 1670, 944, 1788]
wrestlers-body: मंगलवार को गंगा में अपने पदक विसर्जित करने आए पहलवानों को भारतीय किसान यूनियन (बीकेयू) के राष्ट्रीय अध्यक्ष नरेश टिकैत ने रोक लिया। उन्होंने पहलवानों से बात कर केंद्र सरकार को कार्रवाई के लिए 5 दिन का अल्टीमेटम दिया है। टिकैत ने पहलवानों से मैडल्स और मोमेंटो वाली पोटली भी ले ली। उन्होंने कहा कि इन्हें राष्ट्रपति को देंगे। इसके बाद सभी पहलवान हरिद्वार से घर के लिए रवाना हो गए। [786, 1484, 1338, 1526]
manipur-photo [1331, 1700, 1529, 1857]
lead-photo [391, 529, 962, 901]
news-brief-label-b: ब्रीफ [59, 305, 99, 328]
payment-byline-name: एजेंसी [216, 2005, 238, 2017]
bear-see-page[interactable]: (देखें पेज-06 [772, 1791, 824, 1803]
cartoon-cloud-text: मानसून [52, 2129, 80, 2141]
payment-photo-body: उपयोग प्राकृतिक आपदाओं और युद्ध जैसी विपरीत परिस्थितियों के दौरान महत्वपूर्ण लेनदेन के लिए किया जा सकता है। [403, 2160, 590, 2202]
sit-body [216, 1656, 397, 1777]
lead-byline [216, 523, 385, 537]
payment-tag-rest: आरबीआई की नई भुगतान प्रणाली लाने की है योजना, पोर्टेबल पेमेंट सिस्टम पर हो रहा काम [274, 1924, 901, 1946]
wrestlers-sub: एक घंटे तक रोते रहे [1348, 1299, 1459, 1317]
news-brief-label-a: न्यूज [28, 305, 60, 328]
wrestlers-byline [786, 1296, 972, 1310]
cartoon-label-a: कार्टून [29, 2001, 82, 2029]
court-story [1157, 756, 1529, 1209]
